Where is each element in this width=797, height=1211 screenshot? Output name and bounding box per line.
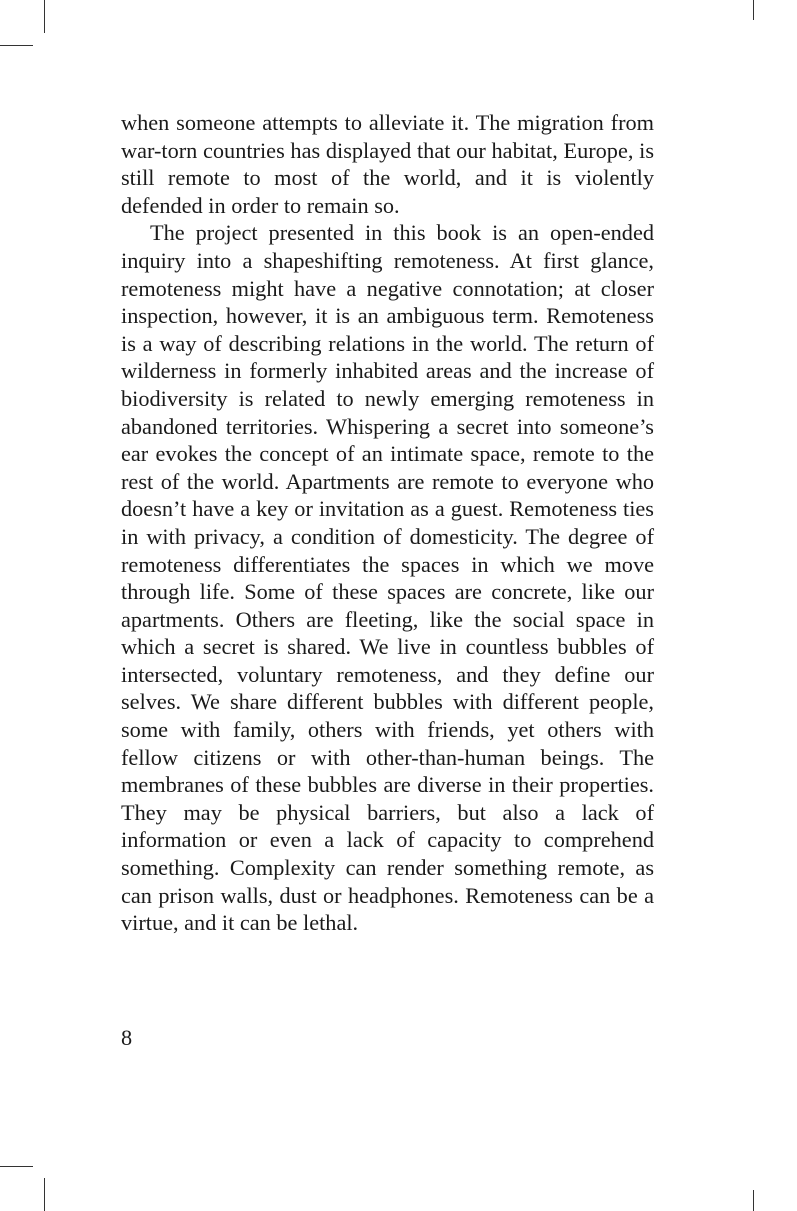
crop-mark-top-left-horizontal [0,45,33,46]
body-text [121,109,654,937]
crop-mark-bottom-right-vertical [753,1190,754,1211]
page-number: 8 [121,1025,133,1050]
paragraph-continuation: when someone attempts to alleviate it. The migration from war-torn countries has displayed that our habitat, Europe, is still remote to most of the world, and it is violently defended in order to remain so. [121,110,654,218]
crop-mark-top-right-vertical [753,0,754,20]
paragraph-remoteness: The project presented in this book is an open-ended inquiry into a shapeshifting remoteness. At first glance, remoteness might have a negative connotation; at closer inspection, however, it is an ambiguous term. Remoteness is a way of describing relations in the world. The return of wilderness in formerly inhabited areas and the increase of biodiversity is related to newly emerging remoteness in abandoned territories. Whispering a secret into someone’s ear evokes the concept of an intimate space, remote to the rest of the world. Apartments are remote to everyone who doesn’t have a key or invitation as a guest. Remoteness ties in with privacy, a condition of domesticity. The degree of remoteness differentiates the spaces in which we move through life. Some of these spaces are concrete, like our apartments. Others are fleeting, like the social space in which a secret is shared. We live in countless bubbles of intersected, voluntary remoteness, and they define our selves. We share different bubbles with different people, some with family, others with friends, yet others with fellow citizens or with other-than-human beings. The membranes of these bubbles are diverse in their properties. They may be physical barriers, but also a lack of information or even a lack of capacity to comprehend something. Complexity can render something remote, as can prison walls, dust or headphones. Remoteness can be a virtue, and it can be lethal. [121,220,654,936]
crop-mark-bottom-left-horizontal [0,1166,33,1167]
crop-mark-top-left-vertical [44,0,45,33]
crop-mark-bottom-left-vertical [44,1178,45,1211]
